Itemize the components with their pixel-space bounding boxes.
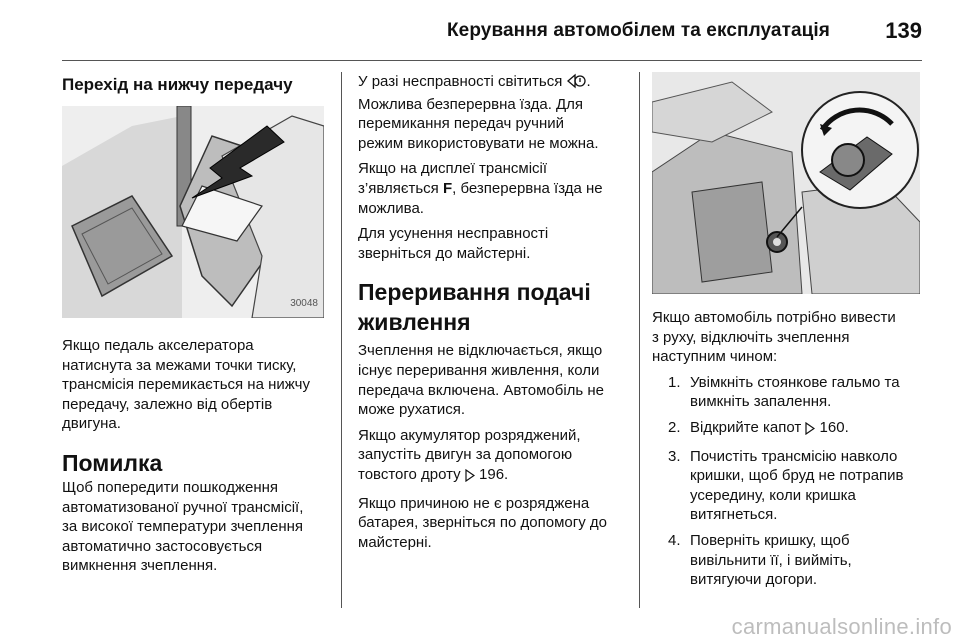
step-number: 2.: [668, 418, 681, 436]
list-item: [652, 531, 922, 590]
page-number: 139: [885, 18, 922, 43]
column-divider-1: [341, 72, 342, 608]
paragraph-power: [358, 341, 634, 419]
text-line: Зчеплення не відключається, якщо: [358, 342, 603, 360]
text-line: з’являється: [358, 179, 443, 197]
transmission-warning-icon: [567, 73, 587, 95]
column-divider-2: [639, 72, 640, 608]
text-line: передача включена. Автомобіль не: [358, 381, 605, 399]
text-line: Можлива безперервна їзда. Для: [358, 95, 584, 113]
paragraph-intro: [652, 308, 922, 367]
text-line: існує переривання живлення, коли: [358, 361, 600, 379]
text-line: передачу, залежно від обертів: [62, 395, 273, 413]
list-item: [652, 447, 922, 525]
text-line: У разі несправності світиться: [358, 73, 563, 90]
text-line: Якщо акумулятор розряджений,: [358, 426, 581, 444]
figure-accelerator-pedal: [62, 106, 324, 318]
list-item: [652, 418, 922, 441]
text-line: може рухатися.: [358, 401, 466, 419]
text-line: автоматизованої ручної трансмісії,: [62, 498, 304, 516]
text-line: запустіть двигун за допомогою: [358, 446, 573, 464]
paragraph-battery: [358, 426, 634, 488]
text-line: .: [586, 73, 591, 90]
section-heading-downshift: Перехід на нижчу передачу: [62, 75, 293, 94]
page-reference-link[interactable]: 160.: [819, 418, 849, 436]
text-line: батарея, зверніться по допомогу до: [358, 514, 607, 532]
text-line: , безперервна їзда не: [452, 179, 603, 197]
text-line: за високої температури зчеплення: [62, 518, 304, 536]
column-2: [358, 72, 634, 558]
page-reference-icon: [465, 468, 475, 488]
header-title: Керування автомобілем та експлуатація: [446, 20, 830, 41]
text-line: перемикання передач ручний: [358, 115, 565, 133]
pedal-illustration: [62, 106, 324, 318]
text-line: майстерні.: [358, 533, 432, 551]
text-line: двигуна.: [62, 415, 121, 433]
text-line: натиснута за межами точки тиску,: [62, 356, 297, 374]
paragraph-display-f: [358, 159, 634, 218]
text-line: наступним чином:: [652, 348, 778, 366]
text-line: Поверніть кришку, щоб: [690, 531, 850, 549]
text-line: Якщо педаль акселератора: [62, 337, 254, 354]
text-line: автоматично застосовується: [62, 537, 263, 555]
paragraph-workshop: [358, 224, 634, 263]
column-1: [62, 74, 332, 582]
text-line: Якщо автомобіль потрібно вивести: [652, 309, 896, 326]
text-line: вимкніть запалення.: [690, 393, 832, 411]
text-line: Почистіть трансмісію навколо: [690, 447, 898, 465]
text-line: витягнеться.: [690, 506, 778, 524]
heading-line: Переривання подачі: [358, 279, 591, 306]
section-heading-power-interruption: [358, 277, 634, 337]
paragraph-kickdown: [62, 336, 332, 434]
text-line: можлива.: [358, 199, 424, 217]
text-line: вимкнення зчеплення.: [62, 557, 218, 575]
section-heading-error: Помилка: [62, 449, 163, 476]
text-line: режим використовувати не можна.: [358, 134, 599, 152]
text-line: Якщо причиною не є розряджена: [358, 494, 590, 512]
figure-number: 30048: [290, 298, 318, 310]
paragraph-malfunction: [358, 72, 634, 153]
text-line: вивільнити її, і вийміть,: [690, 551, 852, 569]
step-number: 3.: [668, 447, 681, 465]
text-line: товстого дроту: [358, 465, 465, 483]
text-line: витягуючи догори.: [690, 571, 818, 589]
text-line: Увімкніть стоянкове гальмо та: [690, 373, 900, 391]
text-line: Для усунення несправності: [358, 225, 549, 243]
watermark: carmanualsonline.info: [731, 614, 952, 639]
engine-bay-illustration: [652, 72, 920, 294]
figure-transmission-cap: [652, 72, 920, 294]
heading-line: живлення: [358, 309, 471, 336]
step-number: 1.: [668, 373, 681, 391]
text-line: трансмісія перемикається на нижчу: [62, 376, 310, 394]
text-line: з руху, відключіть зчеплення: [652, 328, 850, 346]
steps-list: [652, 373, 922, 590]
page-reference-link[interactable]: 196.: [479, 465, 509, 483]
list-item: [652, 373, 922, 412]
text-line: Якщо на дисплеї трансмісії: [358, 160, 548, 178]
text-line: Відкрийте капот: [690, 418, 806, 436]
text-line: кришки, щоб бруд не потрапив: [690, 467, 904, 485]
page-reference-icon: [805, 421, 815, 441]
text-line: Щоб попередити пошкодження: [62, 478, 279, 496]
step-number: 4.: [668, 531, 681, 549]
text-line: зверніться до майстерні.: [358, 244, 531, 262]
display-letter-f: F: [442, 179, 453, 197]
header-rule: [62, 60, 922, 61]
column-3: [652, 72, 922, 596]
paragraph-not-battery: [358, 494, 634, 553]
paragraph-error: [62, 478, 332, 576]
text-line: усередину, коли кришка: [690, 486, 856, 504]
